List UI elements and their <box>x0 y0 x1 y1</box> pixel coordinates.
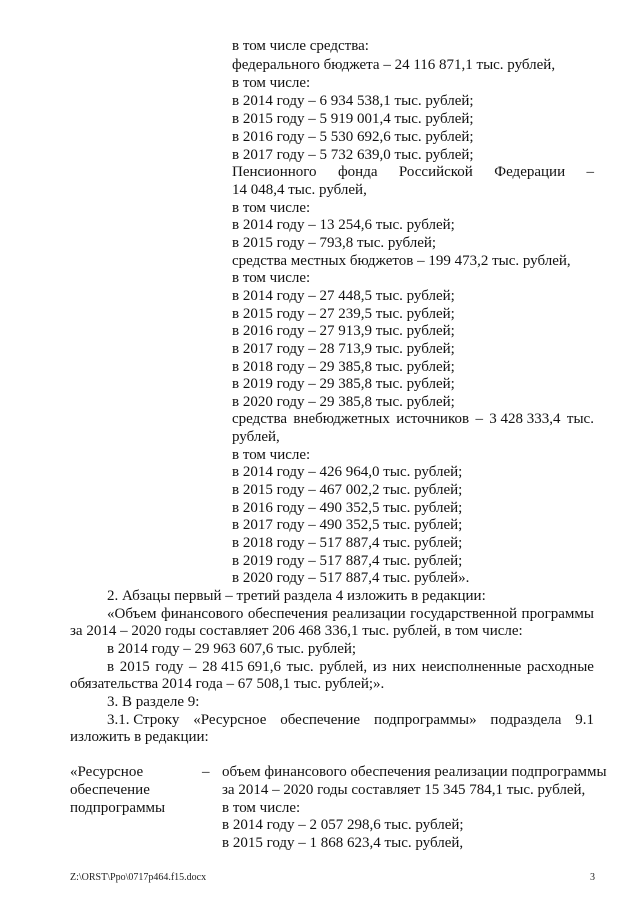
text-line: в том числе: <box>232 200 311 216</box>
word: фонда <box>337 164 378 180</box>
word: – <box>189 659 197 675</box>
word: финансового <box>160 606 244 622</box>
quote1-line1 <box>107 606 594 623</box>
text-line: в 2014 году – 426 964,0 тыс. рублей; <box>232 464 463 480</box>
word: государственной <box>410 606 518 622</box>
table-right-cell-line: объем финансового обеспечения реализации подпрограммы <box>222 764 607 780</box>
text-line: 14 048,4 тыс. рублей, <box>232 182 367 198</box>
text-line: федерального бюджета – 24 116 871,1 тыс. рублей, <box>232 57 556 73</box>
text-line: в 2017 году – 28 713,9 тыс. рублей; <box>232 341 455 357</box>
word: – <box>475 411 483 427</box>
table-left-cell-line: обеспечение <box>70 782 150 798</box>
word: внебюджетных <box>293 411 390 427</box>
word: из <box>372 659 387 675</box>
paragraph-2: 2. Абзацы первый – третий раздела 4 изложить в редакции: <box>107 588 486 604</box>
text-line: в 2019 году – 517 887,4 тыс. рублей; <box>232 553 463 569</box>
word: Пенсионного <box>232 164 317 180</box>
table-left-cell-line: «Ресурсное <box>70 764 144 780</box>
table-right-cell-line: в 2015 году – 1 868 623,4 тыс. рублей, <box>222 835 464 851</box>
word: – <box>586 164 594 180</box>
quote2-line2: обязательства 2014 года – 67 508,1 тыс. рублей;». <box>70 676 385 692</box>
text-line: в 2015 году – 27 239,5 тыс. рублей; <box>232 306 455 322</box>
word: «Ресурсное <box>193 712 267 728</box>
word: подраздела <box>490 712 562 728</box>
text-line: в 2018 году – 517 887,4 тыс. рублей; <box>232 535 463 551</box>
word: обеспечения <box>247 606 328 622</box>
offbudget-line <box>232 411 594 428</box>
word: 9.1 <box>575 712 594 728</box>
text-line: в том числе: <box>232 75 311 91</box>
word: 3.1. Строку <box>107 712 180 728</box>
word: них <box>392 659 416 675</box>
word: программы <box>521 606 594 622</box>
word: тыс. <box>566 411 594 427</box>
word: 2015 <box>119 659 150 675</box>
text-line: в 2017 году – 490 352,5 тыс. рублей; <box>232 517 463 533</box>
text-line: в том числе средства: <box>232 38 369 54</box>
word: источников <box>396 411 470 427</box>
text-line: в 2018 году – 29 385,8 тыс. рублей; <box>232 359 455 375</box>
word: обеспечение <box>280 712 361 728</box>
text-line: рублей, <box>232 429 280 445</box>
text-line: в 2014 году – 27 448,5 тыс. рублей; <box>232 288 455 304</box>
text-line: в 2014 году – 6 934 538,1 тыс. рублей; <box>232 93 474 109</box>
quote1-line3: в 2014 году – 29 963 607,6 тыс. рублей; <box>107 641 357 657</box>
text-line: в 2019 году – 29 385,8 тыс. рублей; <box>232 376 455 392</box>
para31-line1 <box>107 712 594 729</box>
paragraph-3: 3. В разделе 9: <box>107 694 200 710</box>
word: средства <box>232 411 288 427</box>
word: реализации <box>332 606 406 622</box>
pension-fund-line <box>232 164 594 181</box>
word: подпрограммы» <box>373 712 477 728</box>
word: Российской <box>398 164 473 180</box>
word: неисполненные <box>421 659 522 675</box>
word: в <box>107 659 115 675</box>
text-line: в 2016 году – 490 352,5 тыс. рублей; <box>232 500 463 516</box>
text-line: в том числе: <box>232 270 311 286</box>
text-line: в 2020 году – 517 887,4 тыс. рублей». <box>232 570 470 586</box>
word: тыс. <box>286 659 314 675</box>
file-path: Z:\ORST\Ppo\0717p464.f15.docx <box>70 872 207 883</box>
text-line: в 2014 году – 13 254,6 тыс. рублей; <box>232 217 455 233</box>
word: году <box>155 659 184 675</box>
word: 3 428 333,4 <box>489 411 561 427</box>
word: «Объем <box>107 606 157 622</box>
text-line: средства местных бюджетов – 199 473,2 тыс. рублей, <box>232 253 571 269</box>
table-left-cell-line: подпрограммы <box>70 800 166 816</box>
text-line: в 2020 году – 29 385,8 тыс. рублей; <box>232 394 455 410</box>
text-line: в 2015 году – 467 002,2 тыс. рублей; <box>232 482 463 498</box>
word: Федерации <box>494 164 566 180</box>
word: расходные <box>526 659 594 675</box>
text-line: в 2016 году – 5 530 692,6 тыс. рублей; <box>232 129 474 145</box>
quote1-line2: за 2014 – 2020 годы составляет 206 468 336,1 тыс. рублей, в том числе: <box>70 623 523 639</box>
word: рублей, <box>319 659 368 675</box>
para31-line2: изложить в редакции: <box>70 729 209 745</box>
quote2-line1 <box>107 659 594 676</box>
text-line: в 2016 году – 27 913,9 тыс. рублей; <box>232 323 455 339</box>
table-right-cell-line: за 2014 – 2020 годы составляет 15 345 784,1 тыс. рублей, <box>222 782 586 798</box>
table-right-cell-line: в том числе: <box>222 800 301 816</box>
text-line: в 2017 году – 5 732 639,0 тыс. рублей; <box>232 147 474 163</box>
text-line: в 2015 году – 5 919 001,4 тыс. рублей; <box>232 111 474 127</box>
text-line: в 2015 году – 793,8 тыс. рублей; <box>232 235 437 251</box>
page-number: 3 <box>590 872 595 883</box>
table-dash: – <box>202 764 210 780</box>
table-right-cell-line: в 2014 году – 2 057 298,6 тыс. рублей; <box>222 817 464 833</box>
word: 28 415 691,6 <box>202 659 281 675</box>
text-line: в том числе: <box>232 447 311 463</box>
